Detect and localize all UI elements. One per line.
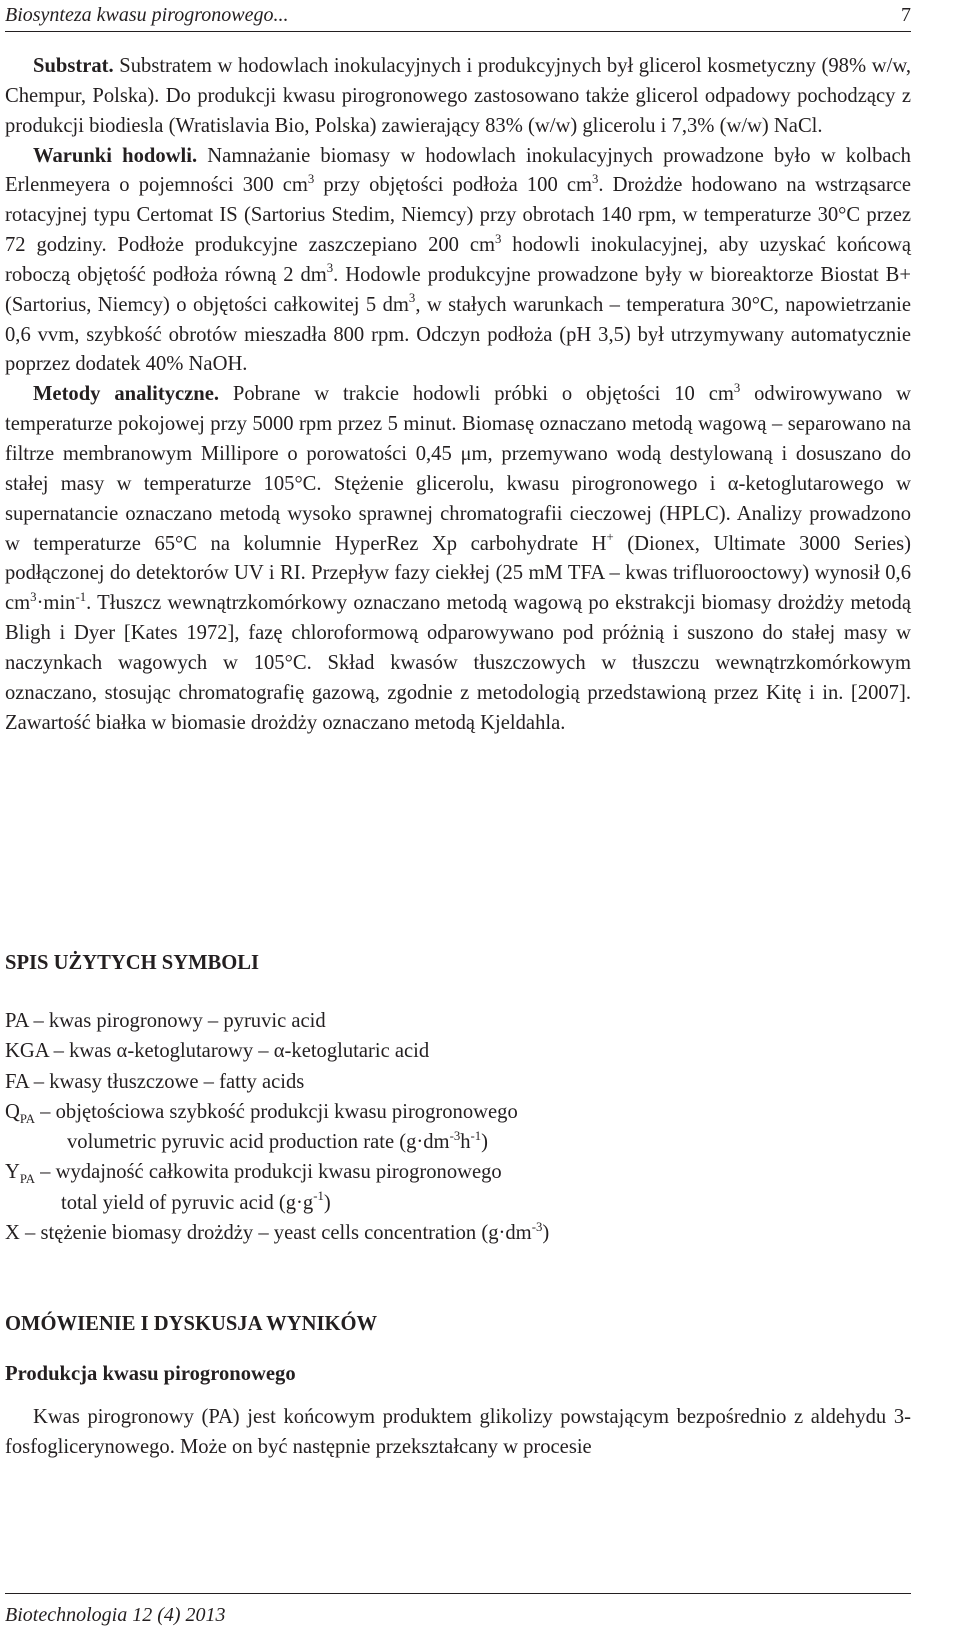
- q-definition-pl: – objętościowa szybkość produkcji kwasu pirogronowego: [35, 1100, 518, 1123]
- text-metody-2: odwirowywano w temperaturze pokojowej przy 5000 rpm przez 5 minut. Biomasę oznaczano metodą wagową – separowano na filtrze membranowym Millipore o porowatości 0,45 μm, przemywano wodą destylowaną i dosuszano do stałej masy w temperaturze 105°C. Stężenie glicerolu, kwasu pirogronowego i α-ketoglutarowego w supernatancie oznaczano metodą wysoko sprawnej chromatografii cieczowej (HPLC). Analizy prowadzono w temperaturze 65°C na kolumnie HyperRez Xp carbohydrate H: [5, 383, 911, 555]
- methods-text: [5, 52, 911, 738]
- symbols-heading: SPIS UŻYTYCH SYMBOLI: [5, 952, 260, 974]
- paragraph-results: Kwas pirogronowy (PA) jest końcowym produktem glikolizy powstającym bezpośrednio z aldehydu 3-fosfoglicerynowego. Może on być następnie przekształcany w procesie: [5, 1406, 911, 1458]
- text-warunki-6: , w stałych warunkach – temperatura 30°C, napowietrzanie 0,6 vvm, szybkość obrotów mieszadła 800 rpm. Odczyn podłoża (pH 3,5) był utrzymywany automatycznie poprzez dodatek 40% NaOH.: [5, 293, 912, 376]
- lead-substrat: Substrat.: [33, 55, 114, 77]
- header-rule: [5, 31, 911, 32]
- symbol-y-en: [5, 1188, 911, 1218]
- sup-plus: +: [606, 530, 614, 545]
- y-en-a: total yield of pyruvic acid (g·g: [61, 1191, 314, 1214]
- results-subheading: Produkcja kwasu pirogronowego: [5, 1363, 296, 1385]
- sup-dm3-a: 3: [326, 261, 334, 276]
- sup-minus1: -1: [75, 589, 87, 604]
- results-text: [5, 1403, 911, 1463]
- y-symbol: Y: [5, 1161, 20, 1184]
- text-warunki-3: . Drożdże hodowano na wstrząsarce rotacyjnej typu Certomat IS (Sartorius Stedim, Niemcy) przy obrotach 140 rpm, w temperaturze 30°C przez 72 godziny. Podłoże produkcyjne zaszczepiano 200 cm: [5, 174, 911, 257]
- q-en-sup2: -1: [470, 1128, 482, 1143]
- sup-cm3-c: 3: [495, 231, 502, 246]
- symbol-pa: PA – kwas pirogronowy – pyruvic acid: [5, 1010, 326, 1032]
- sup-cm3-e: 3: [30, 589, 37, 604]
- text-metody-5: . Tłuszcz wewnątrzkomórkowy oznaczano metodą wagową po ekstrakcji biomasy drożdży metodą Bligh i Dyer [Kates 1972], fazę chloroformową odparowywano pod próżnią i suszono do stałej masy w naczynkach wagowych w 105°C. Skład kwasów tłuszczowych w tłuszczu wewnątrzkomórkowym oznaczano, stosując chromatografię gazową, zgodnie z metodologią przedstawioną przez Kitę i in. [2007]. Zawartość białka w biomasie drożdży oznaczano metodą Kjeldahla.: [5, 592, 911, 734]
- page-number: 7: [901, 4, 911, 26]
- q-en-b: h: [460, 1131, 471, 1154]
- x-b: ): [542, 1222, 550, 1245]
- symbol-y: [5, 1157, 911, 1187]
- q-subscript: PA: [19, 1112, 36, 1126]
- journal-footer: Biotechnologia 12 (4) 2013: [5, 1604, 226, 1626]
- y-en-b: ): [323, 1191, 331, 1214]
- x-sup: -3: [531, 1219, 543, 1234]
- paragraph-metody: [5, 380, 911, 738]
- sup-cm3-a: 3: [307, 171, 315, 186]
- results-heading: OMÓWIENIE I DYSKUSJA WYNIKÓW: [5, 1313, 378, 1335]
- running-title: Biosynteza kwasu pirogronowego...: [5, 4, 289, 26]
- paragraph-warunki: [5, 142, 911, 381]
- text-substrat: Substratem w hodowlach inokulacyjnych i produkcyjnych był glicerol kosmetyczny (98% w/w, Chempur, Polska). Do produkcji kwasu pirogronowego zastosowano także glicerol odpadowy pochodzący z produkcji biodiesla (Wratislavia Bio, Polska) zawierający 83% (w/w) glicerolu i 7,3% (w/w) NaCl.: [5, 55, 911, 137]
- symbol-kga: KGA – kwas α-ketoglutarowy – α-ketoglutaric acid: [5, 1040, 430, 1063]
- sup-cm3-b: 3: [592, 171, 599, 186]
- y-subscript: PA: [19, 1172, 36, 1187]
- text-warunki-4: hodowli inokulacyjnej, aby uzyskać końcową roboczą objętość podłoża równą 2 dm: [5, 234, 911, 286]
- text-metody-1: Pobrane w trakcie hodowli próbki o objętości 10 cm: [219, 383, 734, 406]
- text-warunki-5: . Hodowle produkcyjne prowadzone były w bioreaktorze Biostat B+ (Sartorius, Niemcy) o objętości całkowitej 5 dm: [5, 263, 911, 316]
- text-metody-4: ·min: [36, 592, 76, 615]
- footer-rule: [5, 1593, 911, 1594]
- paragraph-substrat: [5, 52, 911, 142]
- text-metody-3: (Dionex, Ultimate 3000 Series) podłączonej do detektorów UV i RI. Przepływ fazy ciekłej (25 mM TFA – kwas trifluorooctowy) wynosił 0,6 cm: [5, 532, 911, 615]
- y-definition-pl: – wydajność całkowita produkcji kwasu pirogronowego: [35, 1161, 502, 1184]
- symbol-q-en: [5, 1127, 911, 1157]
- lead-warunki: Warunki hodowli.: [33, 144, 198, 167]
- x-a: X – stężenie biomasy drożdży – yeast cells concentration (g·dm: [5, 1222, 532, 1245]
- text-warunki-1: Namnażanie biomasy w hodowlach inokulacyjnych prowadzone było w kolbach Erlenmeyera o pojemności 300 cm: [5, 144, 911, 197]
- symbol-x: [5, 1218, 911, 1248]
- running-header: [5, 0, 911, 30]
- sup-dm3-b: 3: [408, 291, 416, 306]
- text-warunki-2: przy objętości podłoża 100 cm: [314, 174, 593, 197]
- q-en-sup1: -3: [449, 1128, 461, 1143]
- sup-cm3-d: 3: [733, 380, 741, 395]
- symbol-fa: FA – kwasy tłuszczowe – fatty acids: [5, 1070, 305, 1093]
- lead-metody: Metody analityczne.: [33, 383, 220, 406]
- q-en-c: ): [481, 1131, 489, 1154]
- symbols-list: [5, 1006, 911, 1248]
- y-en-sup: -1: [313, 1189, 324, 1204]
- symbol-q: [5, 1097, 911, 1127]
- q-en-a: volumetric pyruvic acid production rate (g·dm: [67, 1131, 450, 1154]
- q-symbol: Q: [5, 1100, 20, 1123]
